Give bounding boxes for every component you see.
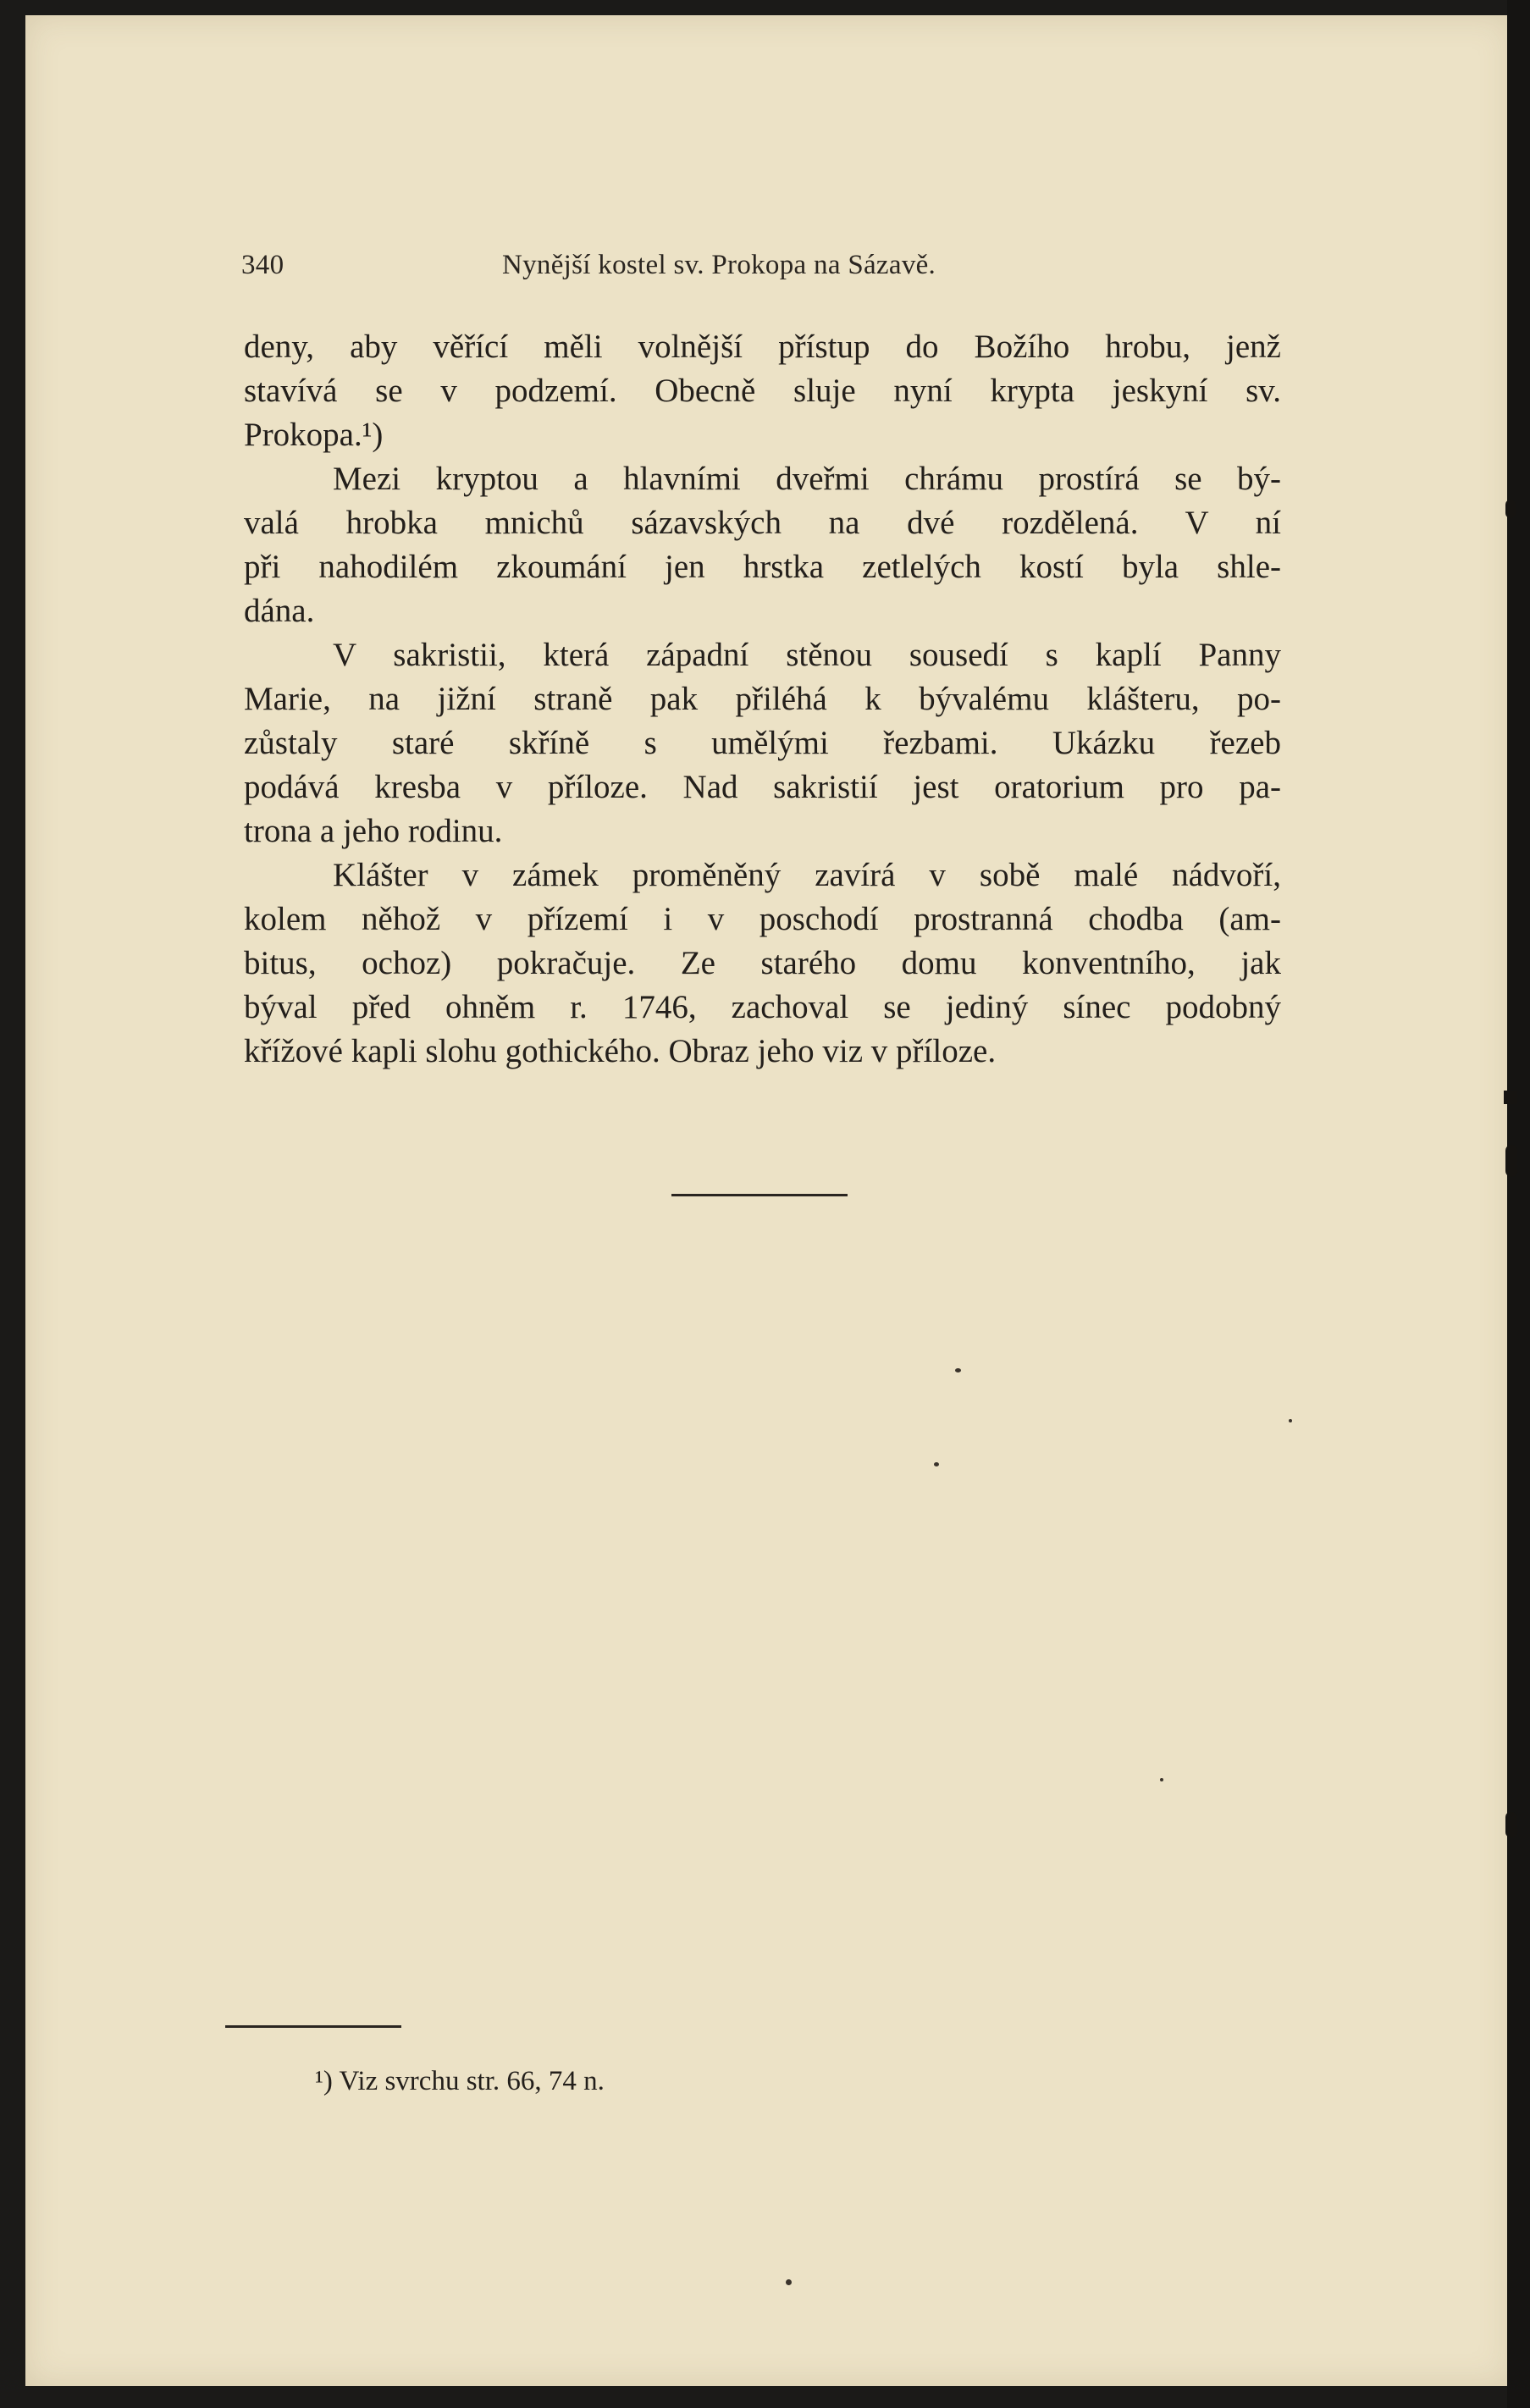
footnote-marker: ¹) <box>315 2066 333 2096</box>
text-line: valá hrobka mnichů sázavských na dvé rozdělená. V ní <box>244 505 1281 541</box>
page-binding-edge <box>1507 0 1530 2408</box>
text-line: kolem něhož v přízemí i v poschodí prostranná chodba (am- <box>244 901 1281 937</box>
footnote-text: Viz svrchu str. 66, 74 n. <box>339 2066 605 2096</box>
text-line: bitus, ochoz) pokračuje. Ze starého domu konventního, jak <box>244 945 1281 981</box>
section-separator-rule <box>671 1194 848 1196</box>
text-line: Marie, na jižní straně pak přiléhá k bývalému klášteru, po- <box>244 681 1281 717</box>
spine-mark-1 <box>1505 500 1516 518</box>
text-line: Mezi kryptou a hlavními dveřmi chrámu prostírá se bý- <box>333 461 1281 497</box>
text-line: stavívá se v podzemí. Obecně sluje nyní krypta jeskyní sv. <box>244 373 1281 409</box>
text-line: podává kresba v příloze. Nad sakristií jest oratorium pro pa- <box>244 769 1281 805</box>
main-text <box>244 325 1281 1074</box>
running-title: Nynější kostel sv. Prokopa na Sázavě. <box>502 250 936 280</box>
text-line: trona a jeho rodinu. <box>244 813 503 849</box>
paper-speck <box>934 1462 939 1466</box>
text-line: Prokopa.¹) <box>244 417 384 453</box>
paper-speck <box>1160 1778 1163 1781</box>
paper-speck <box>786 2279 792 2285</box>
footnote-rule <box>225 2025 401 2028</box>
text-line: V sakristii, která západní stěnou sousedí s kaplí Panny <box>333 637 1281 673</box>
spine-mark-3 <box>1505 1145 1517 1177</box>
page-number: 340 <box>241 250 284 280</box>
paper-speck <box>1289 1419 1292 1422</box>
text-line: býval před ohněm r. 1746, zachoval se jediný sínec podobný <box>244 989 1281 1025</box>
paper-speck <box>955 1368 961 1372</box>
text-line: zůstaly staré skříně s umělými řezbami. Ukázku řezeb <box>244 725 1281 761</box>
spine-mark-4 <box>1505 1812 1517 1837</box>
text-line: deny, aby věřící měli volnější přístup do Božího hrobu, jenž <box>244 329 1281 365</box>
text-line: dána. <box>244 593 315 629</box>
text-line: křížové kapli slohu gothického. Obraz jeho viz v příloze. <box>244 1033 997 1069</box>
footnote <box>315 2066 605 2097</box>
text-line: Klášter v zámek proměněný zavírá v sobě malé nádvoří, <box>333 857 1281 893</box>
text-line: při nahodilém zkoumání jen hrstka zetlelých kostí byla shle- <box>244 549 1281 585</box>
spine-mark-2 <box>1504 1091 1517 1104</box>
